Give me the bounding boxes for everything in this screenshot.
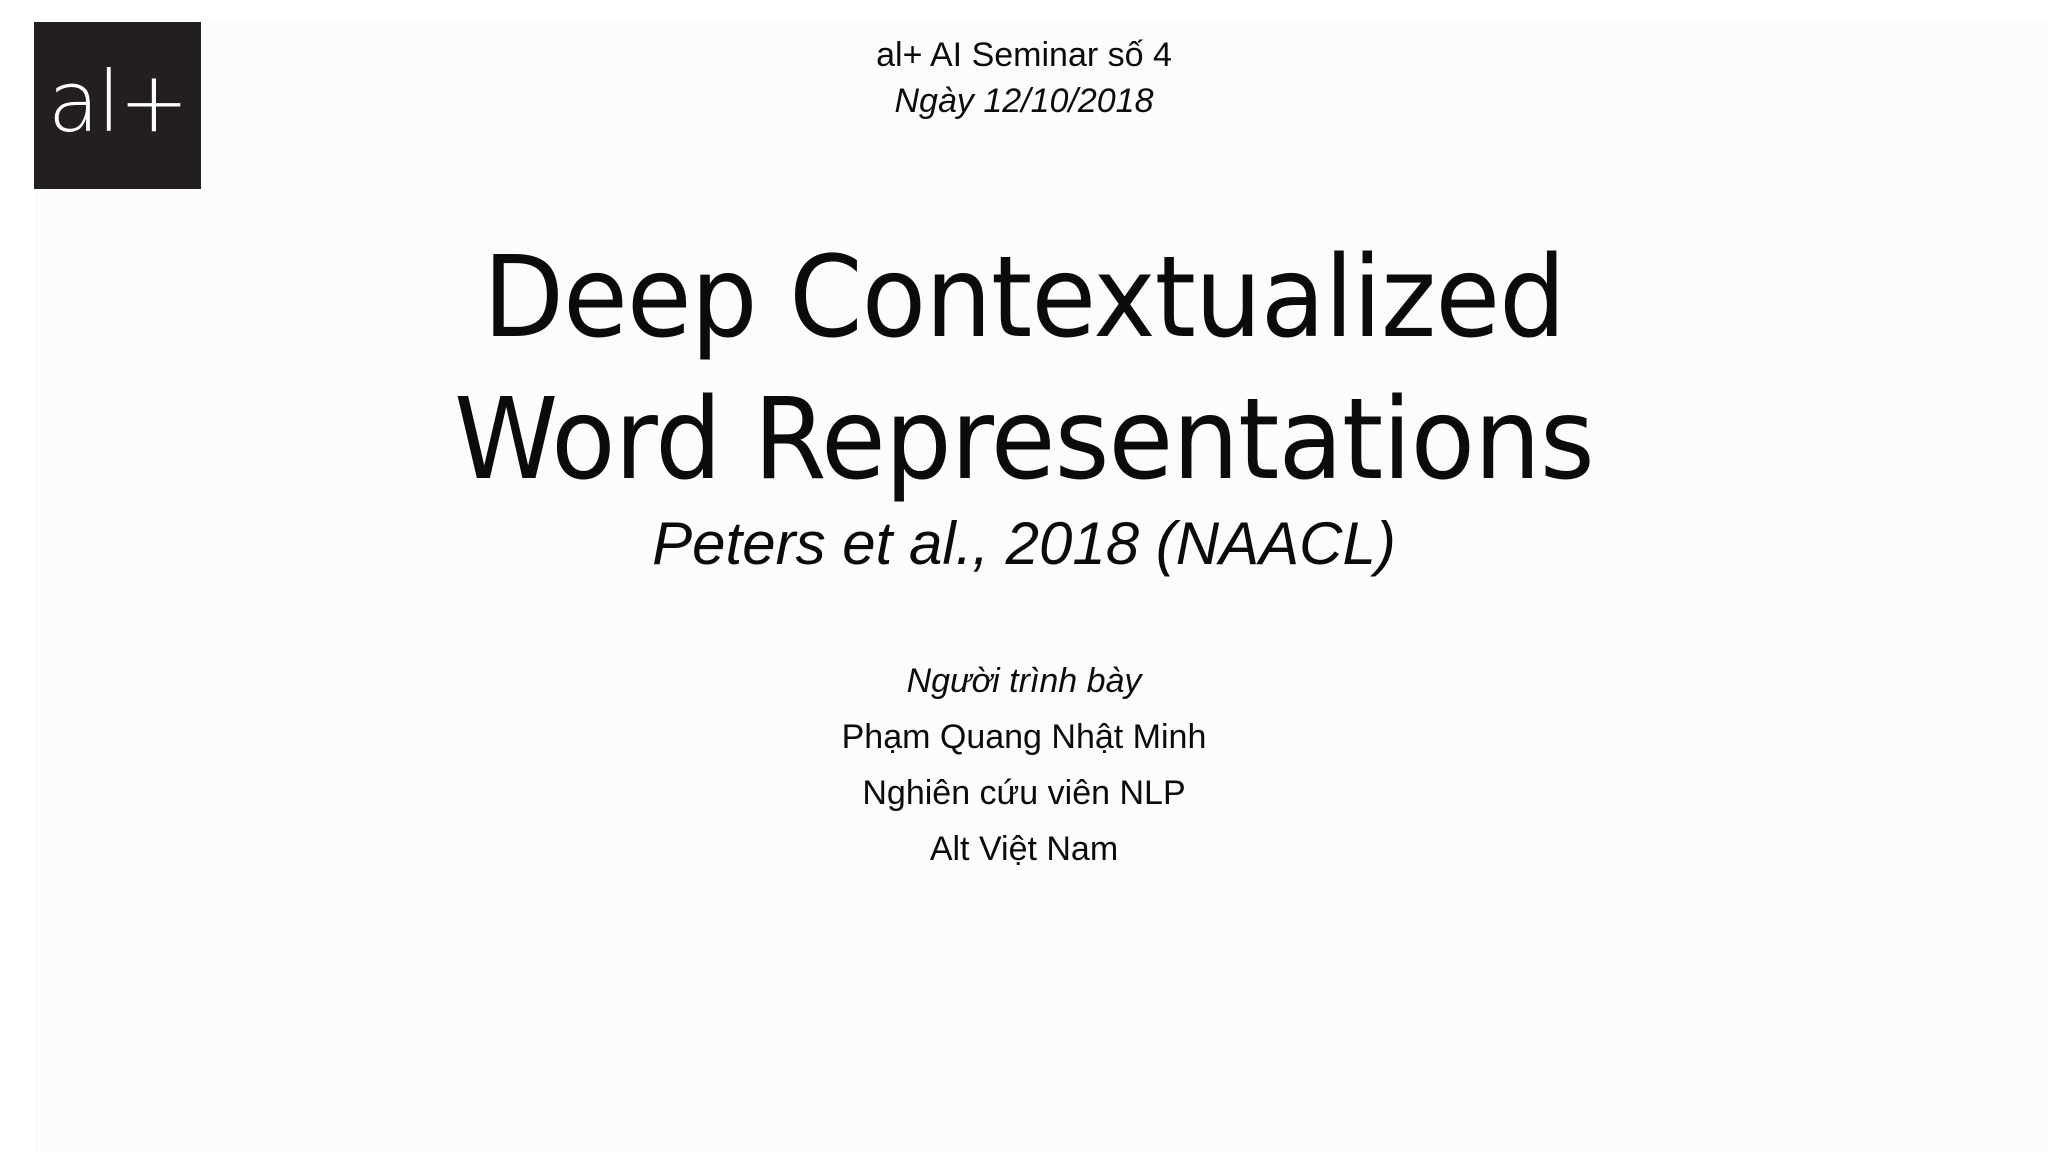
paper-citation: Peters et al., 2018 (NAACL) (652, 510, 1396, 577)
presenter-role-label: Người trình bày (906, 662, 1142, 700)
seminar-heading: al+ AI Seminar số 4 (876, 36, 1172, 74)
seminar-date: Ngày 12/10/2018 (894, 82, 1154, 120)
slide-background (34, 22, 2048, 1152)
presenter-organization: Alt Việt Nam (929, 830, 1119, 868)
presenter-title: Nghiên cứu viên NLP (862, 774, 1186, 812)
presenter-name: Phạm Quang Nhật Minh (841, 718, 1207, 756)
slide-title-line-1: Deep Contextualized (482, 233, 1566, 363)
slide-title-line-2: Word Representations (454, 375, 1594, 505)
logo-text: al+ (47, 52, 188, 151)
